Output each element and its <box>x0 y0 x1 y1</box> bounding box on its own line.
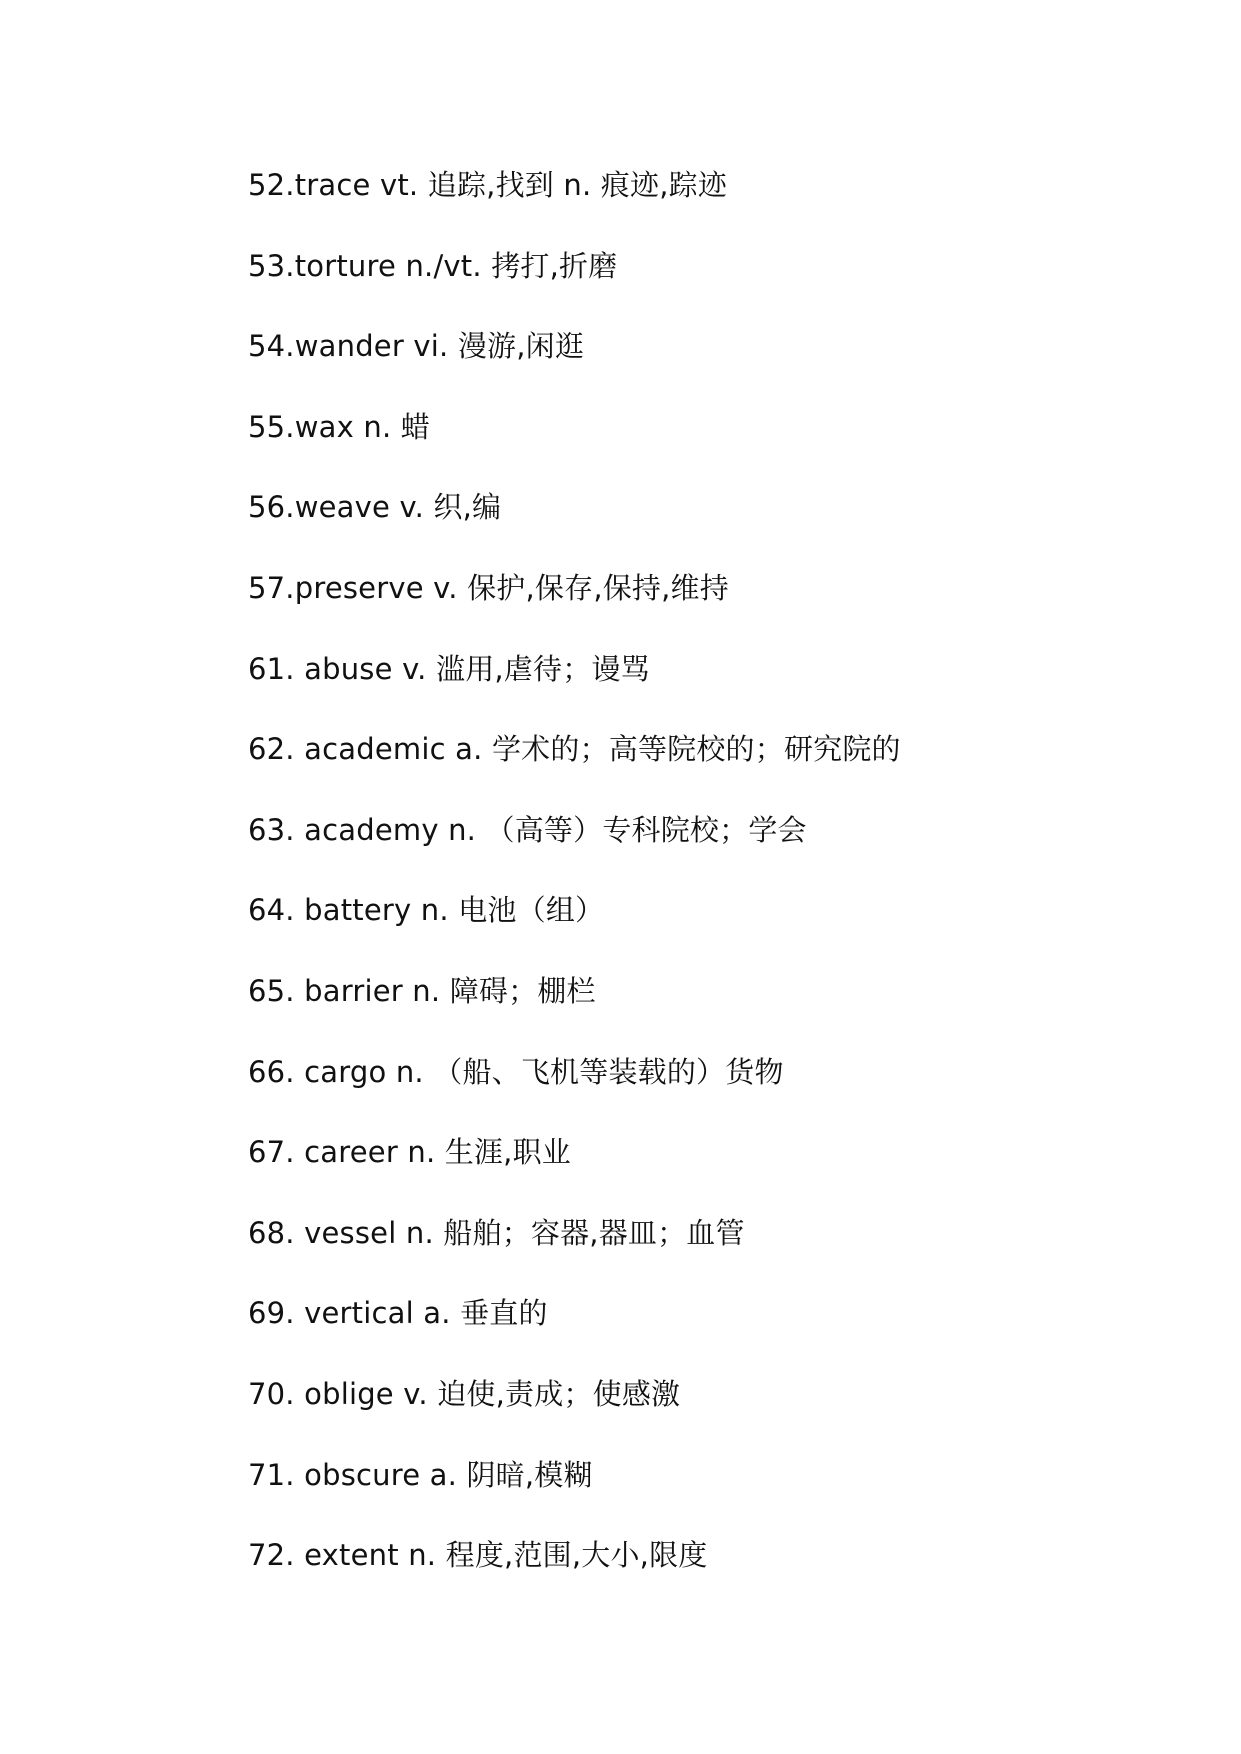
vocab-entry: 67. career n. 生涯,职业 <box>248 1135 571 1170</box>
vocab-entry: 68. vessel n. 船舶；容器,器皿；血管 <box>248 1215 745 1250</box>
vocab-entry: 71. obscure a. 阴暗,模糊 <box>248 1457 593 1492</box>
vocab-entry: 57.preserve v. 保护,保存,保持,维持 <box>248 570 729 605</box>
vocabulary-list <box>248 158 901 1609</box>
vocab-entry: 54.wander vi. 漫游,闲逛 <box>248 329 585 364</box>
vocab-entry: 66. cargo n. （船、飞机等装载的）货物 <box>248 1054 784 1089</box>
vocab-entry: 63. academy n. （高等）专科院校；学会 <box>248 812 807 847</box>
vocab-entry: 65. barrier n. 障碍；棚栏 <box>248 973 596 1008</box>
vocab-entry: 72. extent n. 程度,范围,大小,限度 <box>248 1538 708 1573</box>
vocab-entry: 69. vertical a. 垂直的 <box>248 1296 548 1331</box>
vocab-entry: 53.torture n./vt. 拷打,折磨 <box>248 248 618 283</box>
vocab-entry: 52.trace vt. 追踪,找到 n. 痕迹,踪迹 <box>248 168 728 202</box>
vocab-entry: 70. oblige v. 迫使,责成；使感激 <box>248 1376 681 1411</box>
vocab-entry: 61. abuse v. 滥用,虐待；谩骂 <box>248 651 650 686</box>
vocab-entry: 62. academic a. 学术的；高等院校的；研究院的 <box>248 732 901 767</box>
vocab-entry: 56.weave v. 织,编 <box>248 490 502 525</box>
vocab-entry: 55.wax n. 蜡 <box>248 409 431 444</box>
vocab-entry: 64. battery n. 电池（组） <box>248 893 605 928</box>
